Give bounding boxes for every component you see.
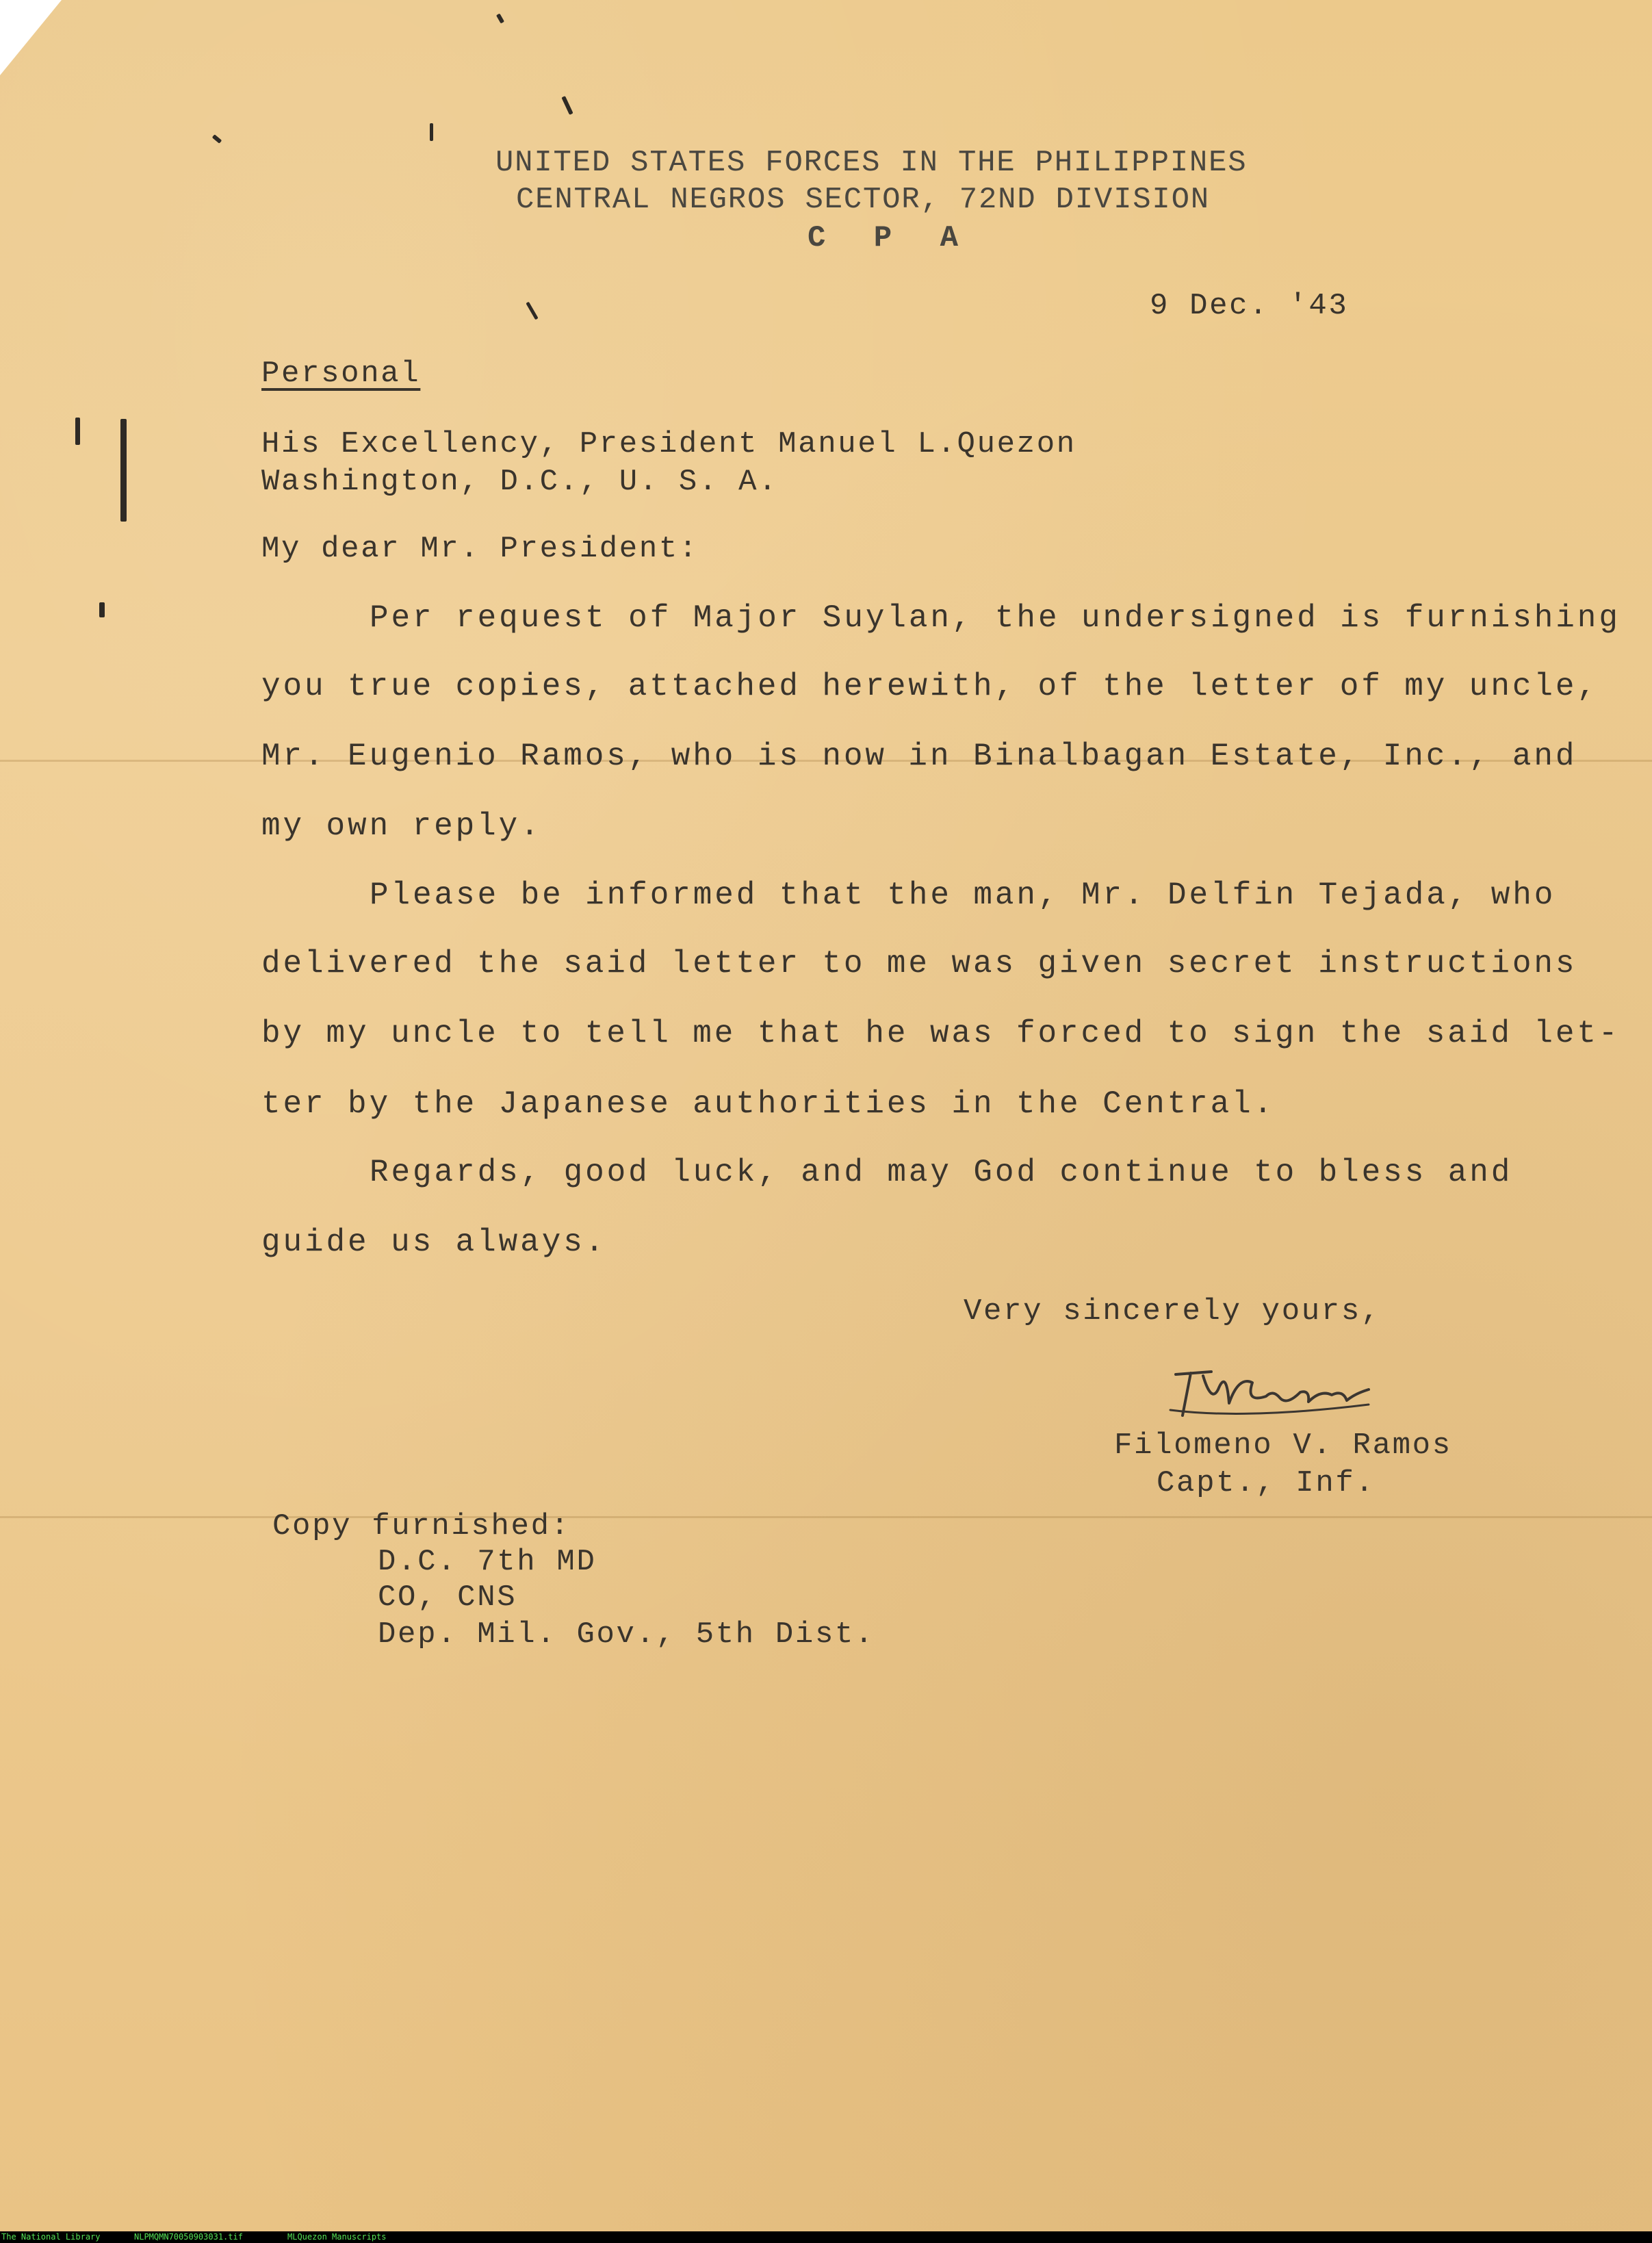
body-line: Please be informed that the man, Mr. Delfin Tejada, who xyxy=(370,877,1556,913)
addressee-line-1: His Excellency, President Manuel L.Quezon xyxy=(261,427,1076,461)
closing: Very sincerely yours, xyxy=(964,1294,1381,1329)
ink-mark xyxy=(120,419,127,522)
handwritten-signature xyxy=(1163,1362,1382,1424)
personal-label: Personal xyxy=(261,357,421,391)
letter-date: 9 Dec. '43 xyxy=(1150,289,1349,323)
body-line: guide us always. xyxy=(261,1225,607,1260)
body-line: my own reply. xyxy=(261,808,542,844)
copy-furnished-item: CO, CNS xyxy=(378,1580,517,1615)
addressee-line-2: Washington, D.C., U. S. A. xyxy=(261,465,779,499)
salutation: My dear Mr. President: xyxy=(261,532,699,566)
signer-rank: Capt., Inf. xyxy=(1157,1466,1376,1500)
letterhead-line-3: C P A xyxy=(808,221,974,255)
ink-mark xyxy=(561,96,573,115)
ink-mark xyxy=(75,418,80,445)
signer-name: Filomeno V. Ramos xyxy=(1114,1428,1452,1463)
scan-footer xyxy=(0,2231,1652,2243)
copy-furnished-item: Dep. Mil. Gov., 5th Dist. xyxy=(378,1617,875,1652)
torn-corner xyxy=(0,0,62,75)
body-line: ter by the Japanese authorities in the Central. xyxy=(261,1086,1276,1122)
ink-mark xyxy=(212,134,222,144)
footer-file: NLPMQMN70050903031.tif xyxy=(134,2232,243,2242)
body-line: by my uncle to tell me that he was forced to sign the said let- xyxy=(261,1016,1621,1051)
letterhead-line-2: CENTRAL NEGROS SECTOR, 72ND DIVISION xyxy=(516,183,1210,217)
letterhead-line-1: UNITED STATES FORCES IN THE PHILIPPINES xyxy=(495,146,1248,180)
copy-furnished-heading: Copy furnished: xyxy=(272,1509,571,1543)
ink-mark xyxy=(99,602,105,617)
ink-mark xyxy=(496,13,504,23)
copy-furnished-item: D.C. 7th MD xyxy=(378,1545,597,1579)
footer-library: The National Library xyxy=(1,2232,101,2242)
ink-mark xyxy=(526,302,538,320)
footer-collection: MLQuezon Manuscripts xyxy=(287,2232,387,2242)
body-line: Mr. Eugenio Ramos, who is now in Binalbagan Estate, Inc., and xyxy=(261,739,1577,774)
paper-fold-lower xyxy=(0,1516,1652,1518)
body-line: Per request of Major Suylan, the undersigned is furnishing xyxy=(370,600,1621,636)
body-line: Regards, good luck, and may God continue to bless and xyxy=(370,1155,1513,1190)
ink-mark xyxy=(430,123,433,141)
body-line: you true copies, attached herewith, of the letter of my uncle, xyxy=(261,669,1599,704)
body-line: delivered the said letter to me was given secret instructions xyxy=(261,946,1577,982)
